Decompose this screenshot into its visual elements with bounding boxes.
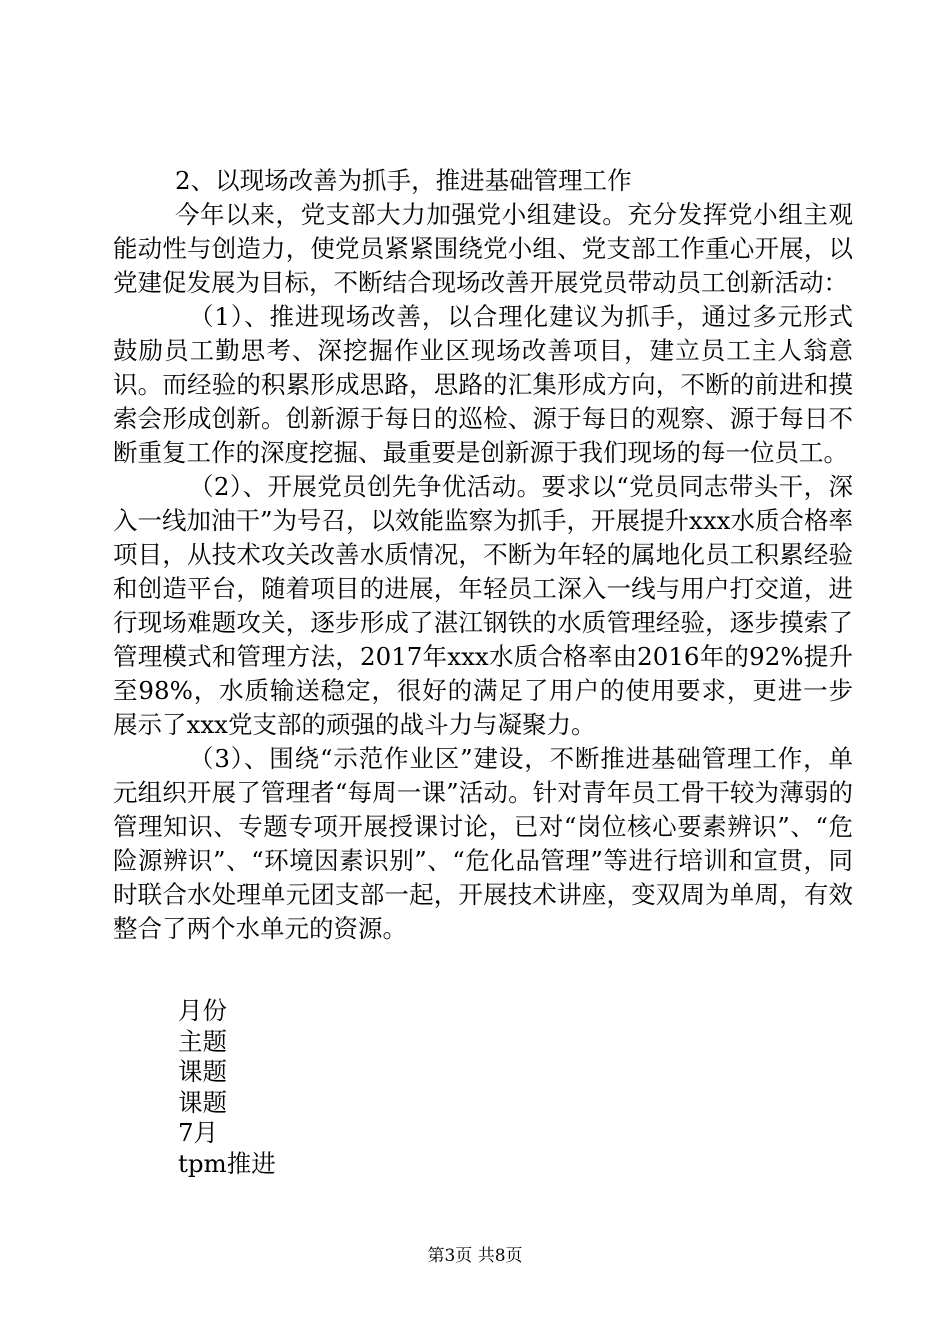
paragraph-item-2: （2）、开展党员创先争优活动。要求以“党员同志带头干，深入一线加油干”为号召，以效能监察为抓手，开展提升xxx水质合格率项目，从技术攻关改善水质情况，不断为年轻的属地化员工积累经验和创造平台，随着项目的进展，年轻员工深入一线与用户打交道，进行现场难题攻关，逐步形成了湛江钢铁的水质管理经验，逐步摸索了管理模式和管理方法，2017年xxx水质合格率由2016年的92%提升至98%，水质输送稳定，很好的满足了用户的使用要求，更进一步展示了xxx党支部的顽强的战斗力与凝聚力。	[113, 472, 853, 739]
table-cell: tpm推进	[178, 1148, 276, 1178]
document-body	[113, 164, 853, 946]
table-cell: 主题	[178, 1026, 227, 1056]
paragraph-item-3: （3）、围绕“示范作业区”建设，不断推进基础管理工作，单元组织开展了管理者“每周一课”活动。针对青年员工骨干较为薄弱的管理知识、专题专项开展授课讨论，已对“岗位核心要素辨识”、“危险源辨识”、“环境因素识别”、“危化品管理”等进行培训和宣贯，同时联合水处理单元团支部一起，开展技术讲座，变双周为单周，有效整合了两个水单元的资源。	[113, 744, 853, 943]
table-cell: 月份	[178, 996, 227, 1025]
table-cell: 7月	[178, 1118, 219, 1147]
paragraph-intro: 今年以来，党支部大力加强党小组建设。充分发挥党小组主观能动性与创造力，使党员紧紧围绕党小组、党支部工作重心开展，以党建促发展为目标，不断结合现场改善开展党员带动员工创新活动：	[113, 200, 853, 297]
table-cell: 课题	[178, 1087, 227, 1117]
page-footer: 第3页 共8页	[427, 1246, 523, 1266]
table-cell: 课题	[178, 1057, 227, 1086]
section-heading: 2、以现场改善为抓手，推进基础管理工作	[175, 166, 632, 195]
paragraph-item-1: （1）、推进现场改善，以合理化建议为抓手，通过多元形式鼓励员工勤思考、深挖掘作业区现场改善项目，建立员工主人翁意识。而经验的积累形成思路，思路的汇集形成方向，不断的前进和摸索会形成创新。创新源于每日的巡检、源于每日的观察、源于每日不断重复工作的深度挖掘、最重要是创新源于我们现场的每一位员工。	[113, 302, 853, 467]
table-cell-list	[178, 996, 276, 1179]
